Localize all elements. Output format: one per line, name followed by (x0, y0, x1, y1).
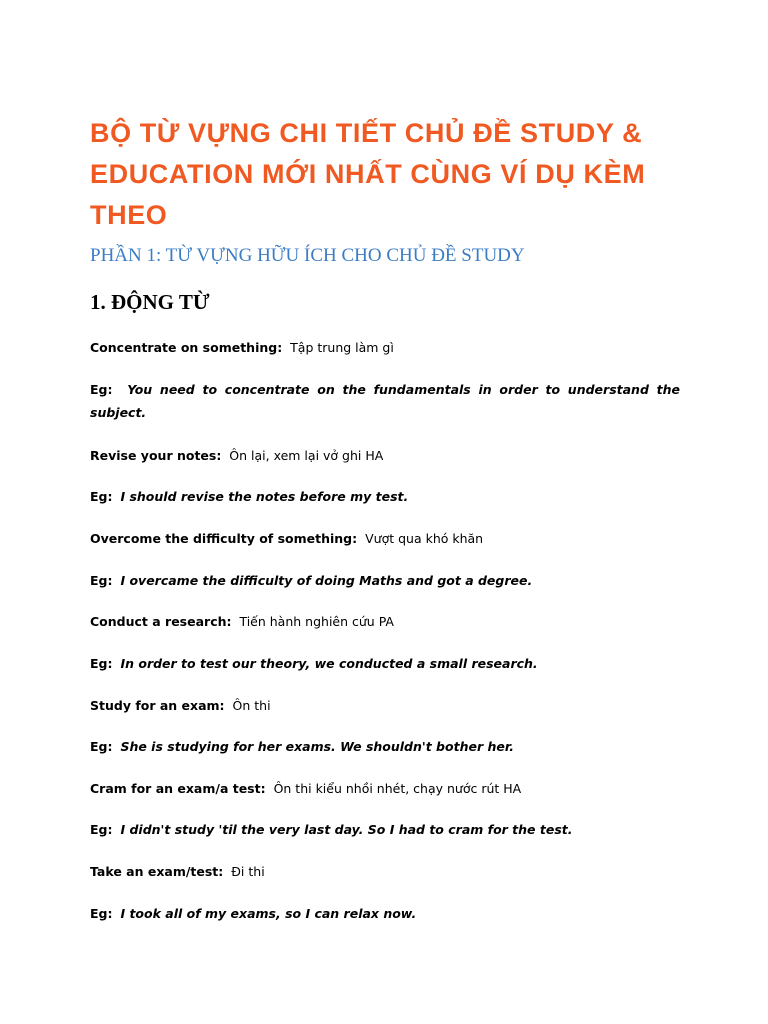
vocab-term-line (90, 860, 680, 883)
vocab-term-line (90, 336, 680, 359)
vocab-meaning: Đi thi (231, 864, 265, 879)
vocab-term-line (90, 527, 680, 550)
eg-label: Eg: (90, 739, 113, 754)
example-line (90, 569, 680, 592)
eg-label: Eg: (90, 489, 113, 504)
example-line (90, 735, 680, 758)
vocab-meaning: Tập trung làm gì (290, 340, 394, 355)
vocab-term-line (90, 694, 680, 717)
vocab-term: Conduct a research: (90, 614, 232, 629)
example-sentence: I should revise the notes before my test. (120, 489, 409, 504)
sub-heading: 1. ĐỘNG TỪ (90, 290, 210, 314)
example-line (90, 818, 680, 841)
vocab-term: Revise your notes: (90, 448, 222, 463)
example-sentence: I overcame the difficulty of doing Maths and got a degree. (120, 573, 533, 588)
example-line (90, 652, 680, 675)
vocab-term: Overcome the difficulty of something: (90, 531, 358, 546)
vocab-meaning: Ôn thi kiểu nhồi nhét, chạy nước rút HA (273, 781, 522, 796)
vocab-term: Take an exam/test: (90, 864, 224, 879)
eg-label: Eg: (90, 656, 113, 671)
eg-label: Eg: (90, 906, 113, 921)
example-line (90, 902, 680, 925)
vocab-meaning: Ôn lại, xem lại vở ghi HA (229, 448, 384, 463)
vocab-term-line (90, 444, 680, 467)
eg-label: Eg: (90, 822, 113, 837)
eg-label: Eg: (90, 382, 113, 397)
vocab-term: Cram for an exam/a test: (90, 781, 266, 796)
vocab-term-line (90, 610, 680, 633)
document-title: BỘ TỪ VỰNG CHI TIẾT CHỦ ĐỀ STUDY & EDUCATION MỚI NHẤT CÙNG VÍ DỤ KÈM THEO (90, 118, 646, 230)
vocab-meaning: Ôn thi (232, 698, 271, 713)
example-line (90, 378, 680, 424)
example-sentence: You need to concentrate on the fundamentals in order to understand the subject. (90, 382, 680, 420)
vocab-meaning: Vượt qua khó khăn (365, 531, 484, 546)
vocab-term: Study for an exam: (90, 698, 225, 713)
vocab-meaning: Tiến hành nghiên cứu PA (239, 614, 394, 629)
example-line (90, 485, 680, 508)
example-sentence: I didn't study 'til the very last day. So I had to cram for the test. (120, 822, 573, 837)
example-sentence: She is studying for her exams. We shouldn't bother her. (120, 739, 514, 754)
example-sentence: In order to test our theory, we conducted a small research. (120, 656, 538, 671)
vocab-term-line (90, 777, 680, 800)
eg-label: Eg: (90, 573, 113, 588)
section-heading: PHẦN 1: TỪ VỰNG HỮU ÍCH CHO CHỦ ĐỀ STUDY (90, 245, 525, 266)
vocab-term: Concentrate on something: (90, 340, 283, 355)
example-sentence: I took all of my exams, so I can relax now. (120, 906, 417, 921)
